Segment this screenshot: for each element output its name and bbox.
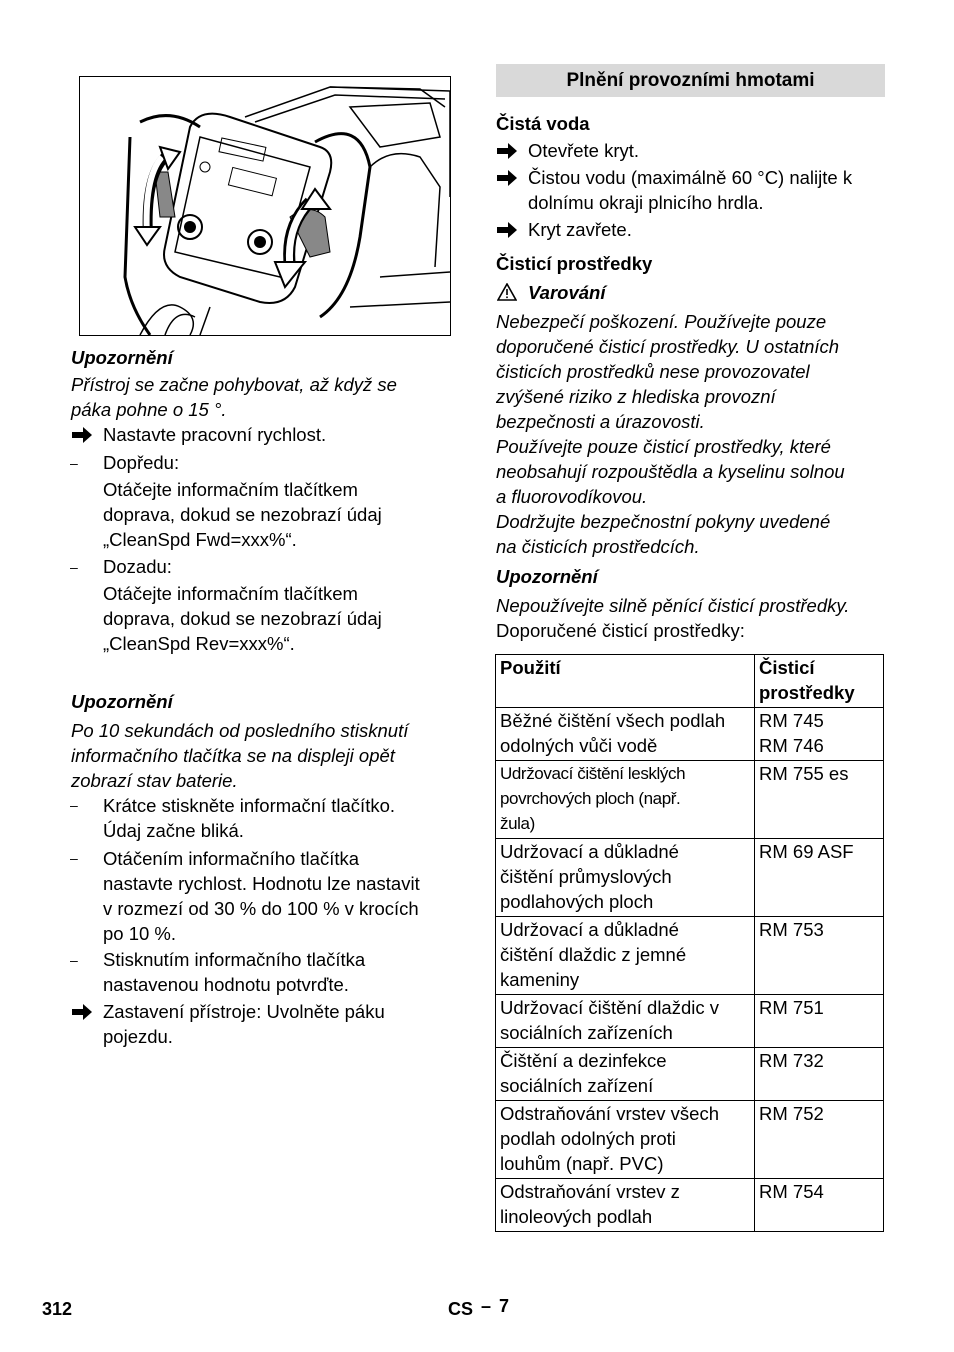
backward-text: „CleanSpd Rev=xxx%“. xyxy=(103,633,295,654)
table-row xyxy=(496,1101,884,1179)
agent-cell xyxy=(755,761,884,839)
header-line: Čisticí xyxy=(759,657,815,678)
table-row xyxy=(496,839,884,917)
note2-line: Po 10 sekundách od posledního stisknutí xyxy=(71,720,409,741)
note1-line: páka pohne o 15 °. xyxy=(71,399,227,420)
agent-cell xyxy=(755,708,884,761)
agent-cell xyxy=(755,1101,884,1179)
detergent-table xyxy=(495,654,884,1232)
close-cover-step: Kryt zavřete. xyxy=(528,219,632,240)
note1-line: Přístroj se začne pohybovat, až když se xyxy=(71,374,397,395)
section-title: Plnění provozními hmotami xyxy=(566,70,815,91)
table-row xyxy=(496,761,884,839)
warning-text: Používejte pouze čisticí prostředky, které xyxy=(496,436,831,457)
warning-text: na čisticích prostředcích. xyxy=(496,536,700,557)
use-line: sociálních zařízeních xyxy=(500,1022,673,1043)
use-line: sociálních zařízení xyxy=(500,1075,654,1096)
agent-line: RM 753 xyxy=(759,919,824,940)
table-row xyxy=(496,995,884,1048)
note-text: Nepoužívejte silně pěnící čisticí prostředky. xyxy=(496,595,850,616)
note2-line: zobrazí stav baterie. xyxy=(71,770,238,791)
arrow-right-icon xyxy=(497,169,519,187)
rotate-button-text: Otáčením informačního tlačítka xyxy=(103,848,360,869)
arrow-right-icon xyxy=(497,142,519,160)
arrow-right-icon xyxy=(72,1003,94,1021)
warning-label: Varování xyxy=(528,282,606,303)
warning-text: zvýšené riziko z hlediska provozní xyxy=(496,386,776,407)
note-heading: Upozornění xyxy=(496,566,598,587)
footer-separator: – xyxy=(481,1296,492,1316)
use-line: podlahových ploch xyxy=(500,891,654,912)
use-cell xyxy=(496,1048,755,1101)
use-cell xyxy=(496,761,755,839)
table-row xyxy=(496,708,884,761)
confirm-text: Stisknutím informačního tlačítka xyxy=(103,949,366,970)
forward-text: Otáčejte informačním tlačítkem xyxy=(103,479,358,500)
use-line: Udržovací a důkladné xyxy=(500,841,679,862)
dash-bullet-icon: – xyxy=(70,797,78,813)
dash-bullet-icon: – xyxy=(70,952,78,968)
forward-label: Dopředu: xyxy=(103,452,180,473)
use-line: podlah odolných proti xyxy=(500,1128,676,1149)
use-line: Udržovací a důkladné xyxy=(500,919,679,940)
dash-bullet-icon: – xyxy=(70,559,78,575)
use-cell xyxy=(496,1101,755,1179)
warning-text: neobsahují rozpouštědla a kyselinu solnou xyxy=(496,461,845,482)
use-line: Udržovací čištění dlaždic v xyxy=(500,997,720,1018)
step-set-speed: Nastavte pracovní rychlost. xyxy=(103,424,327,445)
backward-text: doprava, dokud se nezobrazí údaj xyxy=(103,608,382,629)
press-button-text: Údaj začne bliká. xyxy=(103,820,244,841)
header-cell-use xyxy=(496,655,755,708)
rotate-button-text: nastavte rychlost. Hodnotu lze nastavit xyxy=(103,873,420,894)
note2-line: informačního tlačítka se na displeji opět xyxy=(71,745,395,766)
use-line: čištění dlaždic z jemné xyxy=(500,944,687,965)
backward-label: Dozadu: xyxy=(103,556,172,577)
use-line: kameniny xyxy=(500,969,580,990)
warning-text: čisticích prostředků nese provozovatel xyxy=(496,361,810,382)
use-line: linoleových podlah xyxy=(500,1206,653,1227)
warning-triangle-icon xyxy=(497,283,517,301)
agent-cell xyxy=(755,1179,884,1232)
agent-cell xyxy=(755,839,884,917)
agent-line: RM 755 es xyxy=(759,763,849,784)
rotate-button-text: v rozmezí od 30 % do 100 % v krocích xyxy=(103,898,419,919)
header-line: Použití xyxy=(500,657,561,678)
section-title-bar xyxy=(496,64,885,97)
agent-line: RM 745 xyxy=(759,710,824,731)
header-cell-agent xyxy=(755,655,884,708)
table-row xyxy=(496,1048,884,1101)
use-line: Odstraňování vrstev z xyxy=(500,1181,680,1202)
header-line: prostředky xyxy=(759,682,855,703)
agent-line: RM 751 xyxy=(759,997,824,1018)
backward-text: Otáčejte informačním tlačítkem xyxy=(103,583,358,604)
stop-machine-text: pojezdu. xyxy=(103,1026,173,1047)
table-row xyxy=(496,917,884,995)
recommended-label: Doporučené čisticí prostředky: xyxy=(496,620,745,641)
arrow-right-icon xyxy=(497,221,519,239)
use-cell xyxy=(496,995,755,1048)
forward-text: doprava, dokud se nezobrazí údaj xyxy=(103,504,382,525)
agent-line: RM 754 xyxy=(759,1181,824,1202)
use-line: Odstraňování vrstev všech xyxy=(500,1103,720,1124)
table-header-row xyxy=(496,655,884,708)
fill-water-step: Čistou vodu (maximálně 60 °C) nalijte k xyxy=(528,167,853,188)
sub-page-number: 7 xyxy=(499,1296,510,1316)
use-line: Čištění a dezinfekce xyxy=(500,1050,667,1071)
agent-line: RM 752 xyxy=(759,1103,824,1124)
detergents-heading: Čisticí prostředky xyxy=(496,253,653,274)
table-row xyxy=(496,1179,884,1232)
agent-cell xyxy=(755,1048,884,1101)
use-line: Běžné čištění všech podlah xyxy=(500,710,726,731)
use-line: odolných vůči vodě xyxy=(500,735,658,756)
use-line: louhům (např. PVC) xyxy=(500,1153,664,1174)
use-line: Udržovací čištění lesklých xyxy=(500,764,686,783)
agent-line: RM 69 ASF xyxy=(759,841,854,862)
page-number: 312 xyxy=(42,1299,73,1319)
use-cell xyxy=(496,1179,755,1232)
control-panel-drawing xyxy=(80,77,450,335)
forward-text: „CleanSpd Fwd=xxx%“. xyxy=(103,529,297,550)
press-button-text: Krátce stiskněte informační tlačítko. xyxy=(103,795,396,816)
stop-machine-text: Zastavení přístroje: Uvolněte páku xyxy=(103,1001,385,1022)
confirm-text: nastavenou hodnotu potvrďte. xyxy=(103,974,349,995)
agent-cell xyxy=(755,995,884,1048)
note2-heading: Upozornění xyxy=(71,691,173,712)
rotate-button-text: po 10 %. xyxy=(103,923,177,944)
warning-text: doporučené čisticí prostředky. U ostatních xyxy=(496,336,840,357)
warning-text: bezpečnosti a úrazovosti. xyxy=(496,411,705,432)
use-line: čištění průmyslových xyxy=(500,866,672,887)
use-cell xyxy=(496,708,755,761)
fill-water-step: dolnímu okraji plnicího hrdla. xyxy=(528,192,764,213)
agent-cell xyxy=(755,917,884,995)
use-cell xyxy=(496,839,755,917)
language-code: CS xyxy=(448,1299,474,1319)
dash-bullet-icon: – xyxy=(70,850,78,866)
machine-control-illustration xyxy=(79,76,451,336)
use-line: žula) xyxy=(500,814,535,833)
agent-line: RM 746 xyxy=(759,735,824,756)
open-cover-step: Otevřete kryt. xyxy=(528,140,640,161)
warning-text: Nebezpečí poškození. Používejte pouze xyxy=(496,311,827,332)
arrow-right-icon xyxy=(72,426,94,444)
note1-heading: Upozornění xyxy=(71,347,173,368)
warning-text: Dodržujte bezpečnostní pokyny uvedené xyxy=(496,511,831,532)
warning-text: a fluorovodíkovou. xyxy=(496,486,648,507)
use-cell xyxy=(496,917,755,995)
use-line: povrchových ploch (např. xyxy=(500,789,681,808)
dash-bullet-icon: – xyxy=(70,455,78,471)
agent-line: RM 732 xyxy=(759,1050,824,1071)
clean-water-heading: Čistá voda xyxy=(496,113,590,134)
